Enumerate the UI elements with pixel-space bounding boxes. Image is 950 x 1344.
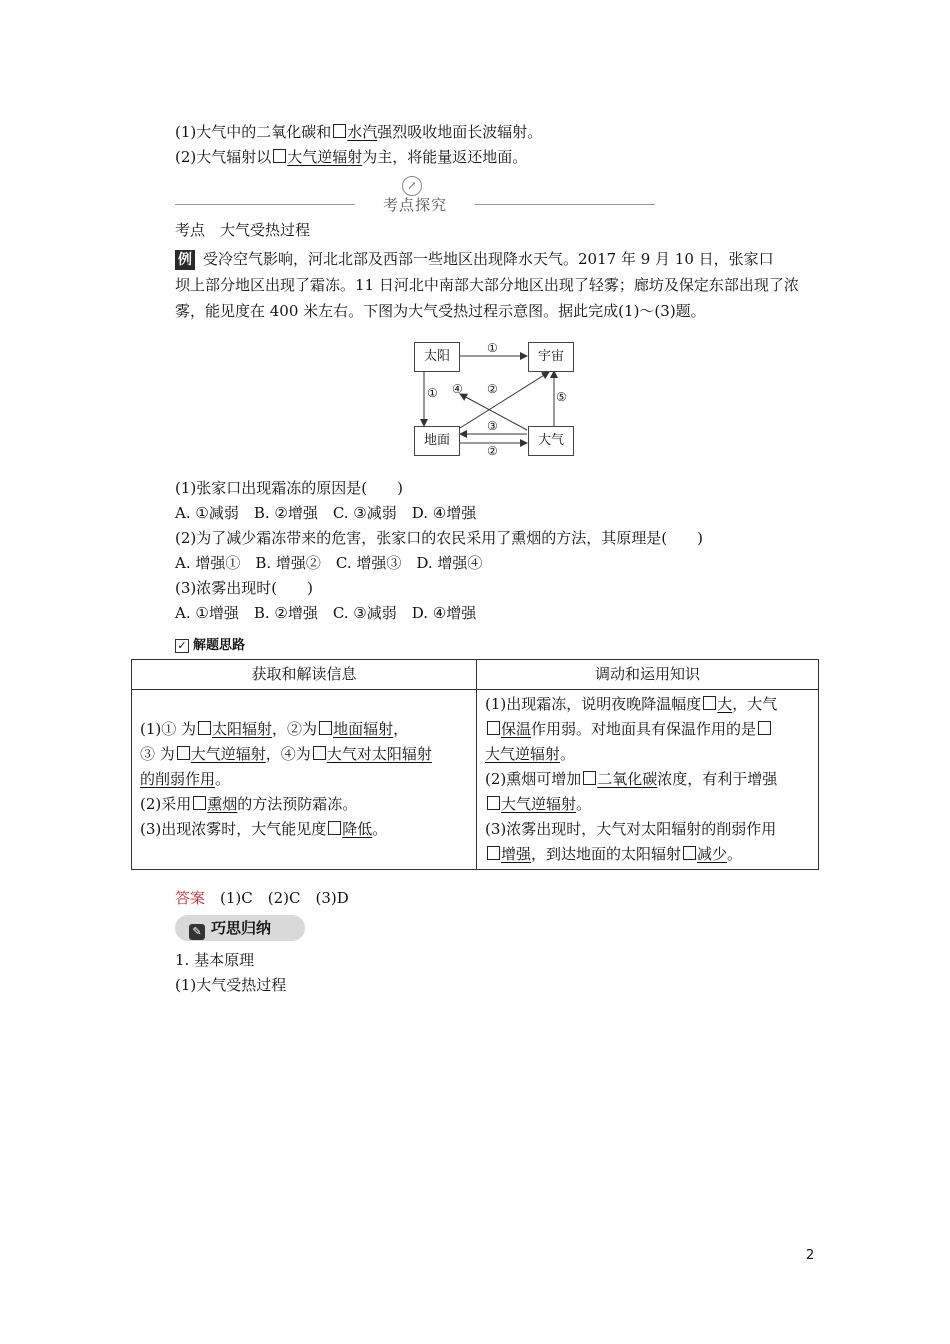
cell-line: (3)浓雾出现时，大气对太阳辐射的削弱作用: [485, 820, 777, 838]
question-3-options: A. ①增强 B. ②增强 C. ③减弱 D. ④增强: [175, 604, 477, 622]
summary-label: 巧思归纳: [211, 919, 272, 937]
question-1-options: A. ①减弱 B. ②增强 C. ③减弱 D. ④增强: [175, 504, 477, 522]
blank-box: [333, 124, 346, 138]
principle-subheading: (1)大气受热过程: [175, 976, 287, 994]
question-2-options: A. 增强① B. 增强② C. 增强③ D. 增强④: [175, 554, 483, 572]
section-title-text: 考点探究: [382, 196, 447, 214]
table-header-left: 获取和解读信息: [132, 660, 477, 690]
example-line-1: [175, 248, 774, 270]
cell-line: 大气逆辐射。: [485, 792, 810, 817]
cell-line: (3)出现浓雾时，大气能见度 降低。: [140, 820, 388, 838]
answer-label: 答案: [175, 889, 206, 907]
principle-heading: 1. 基本原理: [175, 951, 255, 969]
intro-text: (2)大气辐射以: [175, 148, 272, 166]
table-cell-left: [132, 690, 477, 870]
atmosphere-box: 大气: [528, 426, 574, 456]
kaodian-heading: 考点 大气受热过程: [175, 221, 311, 239]
label-1-top: ①: [487, 341, 498, 355]
label-2-cross: ②: [487, 382, 498, 396]
intro-text: 为主，将能量返还地面。: [362, 148, 528, 166]
label-5: ⑤: [556, 390, 567, 404]
intro-line-1: [175, 121, 542, 143]
example-line-3: 雾，能见度在 400 米左右。下图为大气受热过程示意图。据此完成(1)～(3)题。: [175, 302, 706, 320]
cell-line: 的削弱作用。: [140, 770, 231, 788]
cell-line: 保温作用弱。对地面具有保温作用的是: [485, 717, 810, 742]
table-header-right: 调动和运用知识: [477, 660, 819, 690]
blank-box: [273, 149, 286, 163]
tip-label: 解题思路: [193, 638, 246, 653]
intro-line-2: [175, 146, 527, 168]
label-4: ④: [452, 382, 463, 396]
answer-line: [175, 887, 349, 909]
cell-line: (2)采用 熏烟的方法预防霜冻。: [140, 795, 358, 813]
analysis-table: [131, 659, 819, 870]
check-icon: ✓: [175, 639, 189, 653]
summary-badge: [175, 915, 305, 941]
question-1-stem: (1)张家口出现霜冻的原因是( ): [175, 479, 403, 497]
cell-line: (1)出现霜冻，说明夜晚降温幅度 大，大气: [485, 695, 778, 713]
page-number: 2: [806, 1248, 815, 1263]
table-cell-right: [477, 690, 819, 870]
cell-line: (1)① 为 太阳辐射，②为 地面辐射，: [140, 720, 409, 738]
cell-line: ③ 为 大气逆辐射，④为 大气对太阳辐射: [140, 745, 432, 763]
cell-line: (2)熏烟可增加 二氧化碳浓度，有利于增强: [485, 770, 778, 788]
answer-text: (1)C (2)C (3)D: [220, 889, 349, 907]
intro-text: (1)大气中的二氧化碳和: [175, 123, 332, 141]
label-3: ③: [487, 419, 498, 433]
intro-text: 强烈吸收地面长波辐射。: [377, 123, 543, 141]
label-1-left: ①: [427, 386, 438, 400]
chart-icon: ↗: [402, 176, 422, 196]
solution-tip: [175, 634, 245, 653]
section-title: [175, 179, 655, 220]
space-box: 宇宙: [528, 342, 574, 372]
fill-answer: 大气逆辐射: [287, 148, 363, 166]
sun-box: 太阳: [414, 342, 460, 372]
question-2-stem: (2)为了减少霜冻带来的危害，张家口的农民采用了熏烟的方法，其原理是( ): [175, 529, 703, 547]
example-text: 受冷空气影响，河北北部及西部一些地区出现降水天气。2017 年 9 月 10 日，张家口: [203, 250, 774, 268]
cell-line: 大气逆辐射。: [485, 745, 576, 763]
fill-answer: 水汽: [347, 123, 378, 141]
label-2-bottom: ②: [487, 444, 498, 458]
example-line-2: 坝上部分地区出现了霜冻。11 日河北中南部大部分地区出现了轻雾；廊坊及保定东部出现了浓: [175, 276, 799, 294]
pen-icon: ✎: [189, 924, 205, 940]
question-3-stem: (3)浓雾出现时( ): [175, 579, 313, 597]
example-badge: 例: [175, 250, 195, 270]
cell-line: 增强，到达地面的太阳辐射 减少。: [485, 842, 810, 867]
ground-box: 地面: [414, 426, 460, 456]
